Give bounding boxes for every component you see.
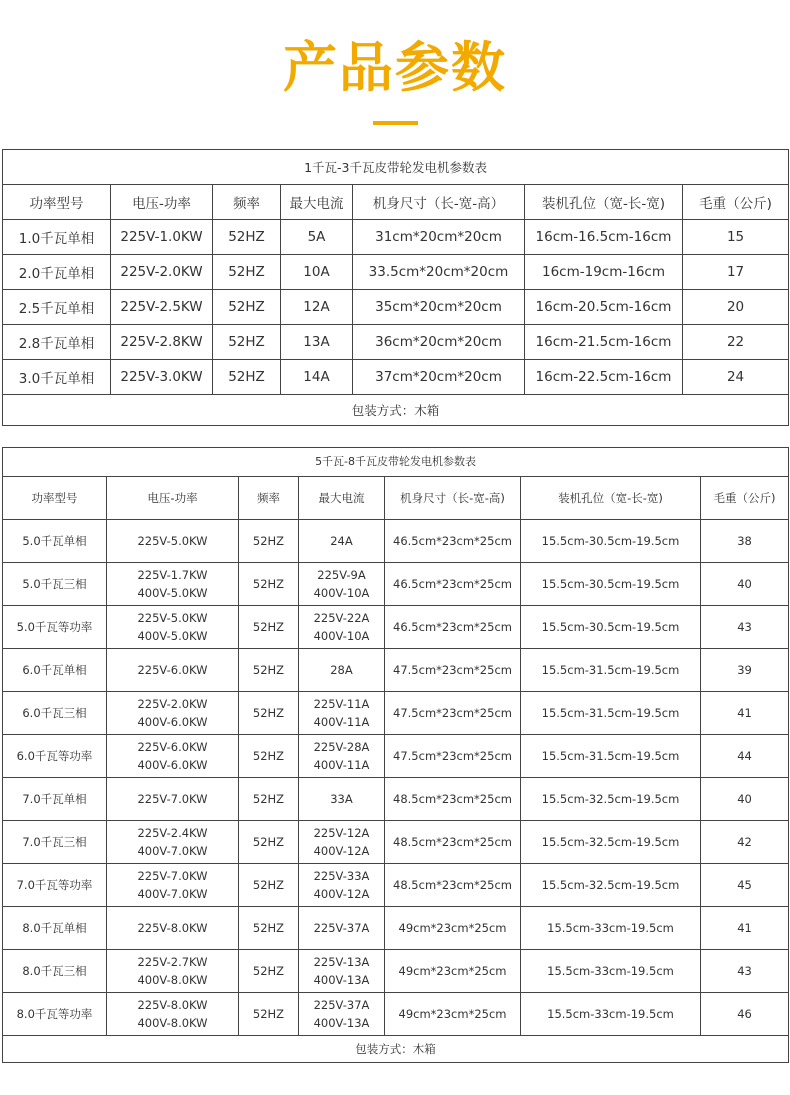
- voltage-power-cell: 225V-8.0KW: [107, 907, 239, 950]
- table-row: [3, 864, 789, 907]
- max-current-cell-line2: 400V-11A: [313, 758, 370, 772]
- packaging-note: 包装方式：木箱: [3, 1036, 789, 1063]
- max-current-cell: [299, 692, 385, 735]
- max-current-cell-line2: 400V-10A: [313, 629, 370, 643]
- frequency-cell: 52HZ: [239, 649, 299, 692]
- gross-weight-cell: 41: [701, 907, 789, 950]
- voltage-power-cell-line2: 400V-7.0KW: [137, 844, 208, 858]
- table-row: [3, 563, 789, 606]
- table-row: [3, 821, 789, 864]
- model-cell: 3.0千瓦单相: [3, 360, 111, 395]
- mount-holes-cell: 15.5cm-30.5cm-19.5cm: [521, 520, 701, 563]
- max-current-cell: [299, 864, 385, 907]
- voltage-power-cell: [107, 606, 239, 649]
- voltage-power-cell-line2: 400V-6.0KW: [137, 758, 208, 772]
- voltage-power-cell: [107, 735, 239, 778]
- gross-weight-cell: 42: [701, 821, 789, 864]
- voltage-power-cell-line1: 225V-5.0KW: [137, 611, 208, 625]
- body-size-cell: 37cm*20cm*20cm: [353, 360, 525, 395]
- mount-holes-cell: 16cm-20.5cm-16cm: [525, 290, 683, 325]
- mount-holes-cell: 15.5cm-33cm-19.5cm: [521, 907, 701, 950]
- model-cell: 5.0千瓦单相: [3, 520, 107, 563]
- voltage-power-cell-line1: 225V-8.0KW: [137, 998, 208, 1012]
- gross-weight-cell: 20: [683, 290, 789, 325]
- max-current-cell: 33A: [299, 778, 385, 821]
- body-size-cell: 47.5cm*23cm*25cm: [385, 735, 521, 778]
- table-row: [3, 993, 789, 1036]
- column-header: 频率: [213, 185, 281, 220]
- mount-holes-cell: 15.5cm-32.5cm-19.5cm: [521, 821, 701, 864]
- frequency-cell: 52HZ: [213, 360, 281, 395]
- frequency-cell: 52HZ: [239, 821, 299, 864]
- mount-holes-cell: 15.5cm-31.5cm-19.5cm: [521, 692, 701, 735]
- voltage-power-cell-line2: 400V-7.0KW: [137, 887, 208, 901]
- max-current-cell: 28A: [299, 649, 385, 692]
- model-cell: 6.0千瓦三相: [3, 692, 107, 735]
- mount-holes-cell: 16cm-19cm-16cm: [525, 255, 683, 290]
- body-size-cell: 48.5cm*23cm*25cm: [385, 778, 521, 821]
- frequency-cell: 52HZ: [239, 993, 299, 1036]
- body-size-cell: 46.5cm*23cm*25cm: [385, 520, 521, 563]
- table-caption: 5千瓦-8千瓦皮带轮发电机参数表: [3, 448, 789, 477]
- mount-holes-cell: 15.5cm-30.5cm-19.5cm: [521, 563, 701, 606]
- max-current-cell-line1: 225V-37A: [313, 998, 370, 1012]
- gross-weight-cell: 17: [683, 255, 789, 290]
- voltage-power-cell: 225V-2.0KW: [111, 255, 213, 290]
- table-row: [3, 220, 789, 255]
- max-current-cell-line1: 225V-12A: [313, 826, 370, 840]
- voltage-power-cell-line1: 225V-6.0KW: [137, 740, 208, 754]
- packaging-note: 包装方式：木箱: [3, 395, 789, 426]
- body-size-cell: 49cm*23cm*25cm: [385, 907, 521, 950]
- max-current-cell: 14A: [281, 360, 353, 395]
- voltage-power-cell-line2: 400V-5.0KW: [137, 586, 208, 600]
- body-size-cell: 36cm*20cm*20cm: [353, 325, 525, 360]
- voltage-power-cell-line1: 225V-2.4KW: [137, 826, 208, 840]
- max-current-cell: 13A: [281, 325, 353, 360]
- max-current-cell-line2: 400V-12A: [313, 887, 370, 901]
- frequency-cell: 52HZ: [239, 864, 299, 907]
- model-cell: 7.0千瓦等功率: [3, 864, 107, 907]
- body-size-cell: 47.5cm*23cm*25cm: [385, 692, 521, 735]
- table-row: [3, 325, 789, 360]
- voltage-power-cell: [107, 821, 239, 864]
- heading-underline: [373, 121, 418, 125]
- max-current-cell: [299, 735, 385, 778]
- column-header: 功率型号: [3, 477, 107, 520]
- voltage-power-cell: [107, 993, 239, 1036]
- gross-weight-cell: 22: [683, 325, 789, 360]
- gross-weight-cell: 46: [701, 993, 789, 1036]
- column-header: 机身尺寸（长-宽-高）: [353, 185, 525, 220]
- max-current-cell: [299, 563, 385, 606]
- voltage-power-cell: 225V-6.0KW: [107, 649, 239, 692]
- model-cell: 2.8千瓦单相: [3, 325, 111, 360]
- table-row: [3, 290, 789, 325]
- body-size-cell: 35cm*20cm*20cm: [353, 290, 525, 325]
- model-cell: 8.0千瓦等功率: [3, 993, 107, 1036]
- gross-weight-cell: 39: [701, 649, 789, 692]
- spec-table-1-3kw: [2, 149, 789, 426]
- gross-weight-cell: 43: [701, 606, 789, 649]
- column-header: 电压-功率: [107, 477, 239, 520]
- column-header: 电压-功率: [111, 185, 213, 220]
- voltage-power-cell-line1: 225V-7.0KW: [137, 869, 208, 883]
- body-size-cell: 49cm*23cm*25cm: [385, 993, 521, 1036]
- max-current-cell: [299, 950, 385, 993]
- frequency-cell: 52HZ: [213, 325, 281, 360]
- table-row: [3, 606, 789, 649]
- body-size-cell: 46.5cm*23cm*25cm: [385, 563, 521, 606]
- mount-holes-cell: 15.5cm-33cm-19.5cm: [521, 950, 701, 993]
- max-current-cell-line1: 225V-11A: [313, 697, 370, 711]
- max-current-cell: 5A: [281, 220, 353, 255]
- frequency-cell: 52HZ: [239, 735, 299, 778]
- model-cell: 5.0千瓦等功率: [3, 606, 107, 649]
- frequency-cell: 52HZ: [239, 606, 299, 649]
- body-size-cell: 46.5cm*23cm*25cm: [385, 606, 521, 649]
- model-cell: 6.0千瓦等功率: [3, 735, 107, 778]
- table-row: [3, 255, 789, 290]
- mount-holes-cell: 16cm-22.5cm-16cm: [525, 360, 683, 395]
- voltage-power-cell: 225V-1.0KW: [111, 220, 213, 255]
- max-current-cell-line2: 400V-13A: [313, 1016, 370, 1030]
- voltage-power-cell-line1: 225V-2.7KW: [137, 955, 208, 969]
- mount-holes-cell: 15.5cm-30.5cm-19.5cm: [521, 606, 701, 649]
- table-row: [3, 692, 789, 735]
- column-header: 最大电流: [299, 477, 385, 520]
- voltage-power-cell-line2: 400V-8.0KW: [137, 973, 208, 987]
- table-row: [3, 735, 789, 778]
- mount-holes-cell: 15.5cm-33cm-19.5cm: [521, 993, 701, 1036]
- mount-holes-cell: 15.5cm-32.5cm-19.5cm: [521, 864, 701, 907]
- gross-weight-cell: 15: [683, 220, 789, 255]
- column-header: 毛重（公斤): [683, 185, 789, 220]
- column-header: 毛重（公斤): [701, 477, 789, 520]
- mount-holes-cell: 15.5cm-32.5cm-19.5cm: [521, 778, 701, 821]
- body-size-cell: 48.5cm*23cm*25cm: [385, 821, 521, 864]
- voltage-power-cell: 225V-2.8KW: [111, 325, 213, 360]
- max-current-cell-line1: 225V-13A: [313, 955, 370, 969]
- max-current-cell: 10A: [281, 255, 353, 290]
- gross-weight-cell: 40: [701, 778, 789, 821]
- model-cell: 6.0千瓦单相: [3, 649, 107, 692]
- body-size-cell: 48.5cm*23cm*25cm: [385, 864, 521, 907]
- mount-holes-cell: 16cm-21.5cm-16cm: [525, 325, 683, 360]
- voltage-power-cell: 225V-2.5KW: [111, 290, 213, 325]
- voltage-power-cell-line2: 400V-6.0KW: [137, 715, 208, 729]
- column-header: 功率型号: [3, 185, 111, 220]
- column-header: 频率: [239, 477, 299, 520]
- frequency-cell: 52HZ: [239, 950, 299, 993]
- frequency-cell: 52HZ: [213, 290, 281, 325]
- gross-weight-cell: 44: [701, 735, 789, 778]
- voltage-power-cell: [107, 864, 239, 907]
- frequency-cell: 52HZ: [213, 255, 281, 290]
- max-current-cell: [299, 993, 385, 1036]
- max-current-cell: 12A: [281, 290, 353, 325]
- max-current-cell: 225V-37A: [299, 907, 385, 950]
- body-size-cell: 49cm*23cm*25cm: [385, 950, 521, 993]
- voltage-power-cell: 225V-7.0KW: [107, 778, 239, 821]
- mount-holes-cell: 15.5cm-31.5cm-19.5cm: [521, 735, 701, 778]
- body-size-cell: 47.5cm*23cm*25cm: [385, 649, 521, 692]
- table-row: [3, 360, 789, 395]
- gross-weight-cell: 40: [701, 563, 789, 606]
- voltage-power-cell: [107, 563, 239, 606]
- table-row: [3, 649, 789, 692]
- max-current-cell-line1: 225V-28A: [313, 740, 370, 754]
- column-header: 装机孔位（宽-长-宽): [525, 185, 683, 220]
- voltage-power-cell: 225V-3.0KW: [111, 360, 213, 395]
- spec-table-5-8kw: [2, 447, 789, 1063]
- voltage-power-cell-line2: 400V-5.0KW: [137, 629, 208, 643]
- table-caption: 1千瓦-3千瓦皮带轮发电机参数表: [3, 150, 789, 185]
- max-current-cell: [299, 606, 385, 649]
- gross-weight-cell: 41: [701, 692, 789, 735]
- table-row: [3, 950, 789, 993]
- model-cell: 7.0千瓦三相: [3, 821, 107, 864]
- max-current-cell-line2: 400V-13A: [313, 973, 370, 987]
- model-cell: 8.0千瓦三相: [3, 950, 107, 993]
- body-size-cell: 33.5cm*20cm*20cm: [353, 255, 525, 290]
- max-current-cell-line2: 400V-12A: [313, 844, 370, 858]
- model-cell: 2.0千瓦单相: [3, 255, 111, 290]
- gross-weight-cell: 45: [701, 864, 789, 907]
- max-current-cell-line1: 225V-9A: [317, 568, 366, 582]
- table-row: [3, 778, 789, 821]
- column-header: 机身尺寸（长-宽-高): [385, 477, 521, 520]
- frequency-cell: 52HZ: [239, 778, 299, 821]
- max-current-cell-line1: 225V-22A: [313, 611, 370, 625]
- model-cell: 2.5千瓦单相: [3, 290, 111, 325]
- voltage-power-cell-line1: 225V-2.0KW: [137, 697, 208, 711]
- frequency-cell: 52HZ: [239, 907, 299, 950]
- voltage-power-cell: [107, 692, 239, 735]
- max-current-cell: [299, 821, 385, 864]
- table-row: [3, 907, 789, 950]
- model-cell: 7.0千瓦单相: [3, 778, 107, 821]
- gross-weight-cell: 24: [683, 360, 789, 395]
- voltage-power-cell: 225V-5.0KW: [107, 520, 239, 563]
- voltage-power-cell-line2: 400V-8.0KW: [137, 1016, 208, 1030]
- model-cell: 8.0千瓦单相: [3, 907, 107, 950]
- frequency-cell: 52HZ: [239, 520, 299, 563]
- voltage-power-cell: [107, 950, 239, 993]
- column-header: 最大电流: [281, 185, 353, 220]
- mount-holes-cell: 16cm-16.5cm-16cm: [525, 220, 683, 255]
- model-cell: 5.0千瓦三相: [3, 563, 107, 606]
- gross-weight-cell: 38: [701, 520, 789, 563]
- max-current-cell-line2: 400V-10A: [313, 586, 370, 600]
- max-current-cell: 24A: [299, 520, 385, 563]
- table-row: [3, 520, 789, 563]
- gross-weight-cell: 43: [701, 950, 789, 993]
- voltage-power-cell-line1: 225V-1.7KW: [137, 568, 208, 582]
- mount-holes-cell: 15.5cm-31.5cm-19.5cm: [521, 649, 701, 692]
- model-cell: 1.0千瓦单相: [3, 220, 111, 255]
- frequency-cell: 52HZ: [213, 220, 281, 255]
- max-current-cell-line1: 225V-33A: [313, 869, 370, 883]
- frequency-cell: 52HZ: [239, 692, 299, 735]
- frequency-cell: 52HZ: [239, 563, 299, 606]
- column-header: 装机孔位（宽-长-宽): [521, 477, 701, 520]
- body-size-cell: 31cm*20cm*20cm: [353, 220, 525, 255]
- page-heading: 产品参数: [283, 36, 507, 99]
- max-current-cell-line2: 400V-11A: [313, 715, 370, 729]
